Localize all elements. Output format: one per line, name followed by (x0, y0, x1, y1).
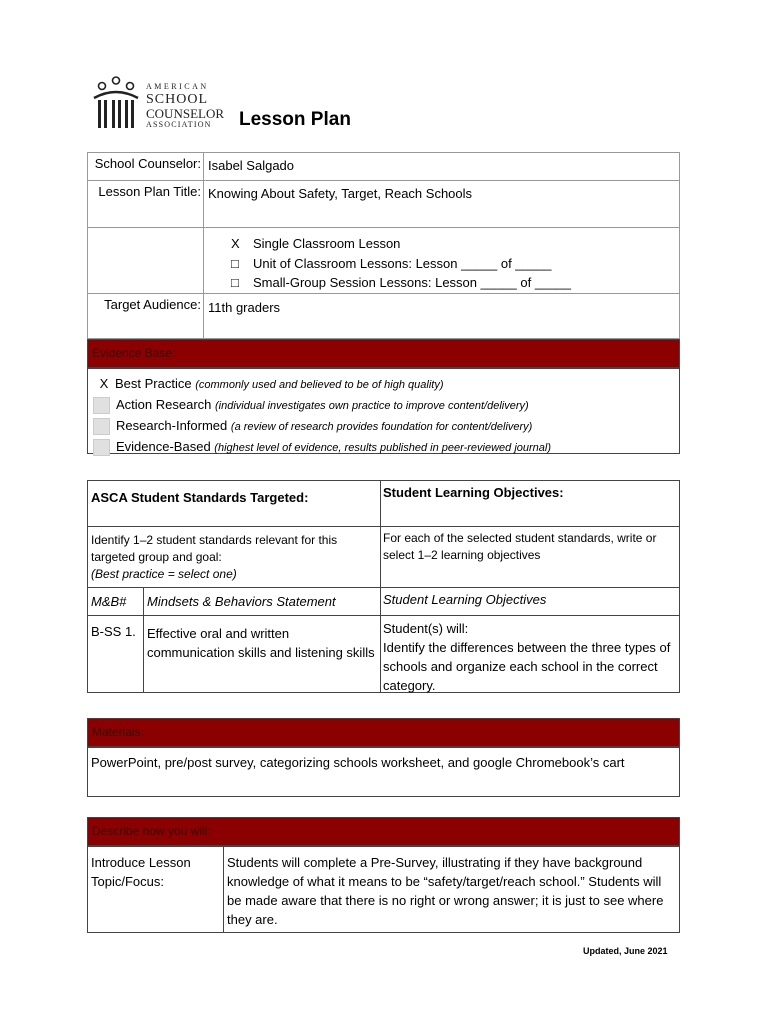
standards-right-header: Student Learning Objectives: (380, 480, 680, 527)
evidence-list (87, 368, 680, 454)
updated-note: Updated, June 2021 (583, 946, 668, 956)
evidence-checkbox-research-informed[interactable] (93, 418, 110, 435)
standards-left-instructions: Identify 1–2 student standards relevant for this targeted group and goal: (Best practice = select one) (87, 526, 381, 588)
lesson-option-small-group: □ Small-Group Session Lessons: Lesson _____ of _____ (231, 275, 571, 290)
lesson-type-options (203, 227, 680, 294)
standard-code: B-SS 1. (87, 615, 144, 693)
lesson-title-value: Knowing About Safety, Target, Reach Schools (203, 180, 680, 228)
introduce-topic-text: Students will complete a Pre-Survey, illustrating if they have background knowledge of what it means to be “safety/target/reach school.” Students will be made aware that there is no right or wrong answer; it is just to see where they are. (223, 846, 680, 933)
evidence-checkbox-action-research[interactable] (93, 397, 110, 414)
introduce-topic-label: Introduce Lesson Topic/Focus: (87, 846, 224, 933)
describe-header: Describe how you will: (87, 817, 680, 846)
evidence-item-best-practice: X Best Practice (commonly used and believed to be of high quality) (99, 376, 444, 391)
materials-header: Materials: (87, 718, 680, 747)
counselor-value: Isabel Salgado (203, 152, 680, 181)
logo-line-association: ASSOCIATION (146, 120, 212, 129)
lesson-option-unit: □ Unit of Classroom Lessons: Lesson _____ of _____ (231, 255, 552, 271)
lesson-title-label: Lesson Plan Title: (87, 180, 204, 228)
evidence-item-action-research: Action Research (individual investigates own practice to improve content/delivery) (93, 395, 679, 416)
logo-line-american: AMERICAN (146, 82, 209, 91)
standards-right-instructions: For each of the selected student standards, write or select 1–2 learning objectives (380, 526, 680, 588)
lesson-option-single: X Single Classroom Lesson (231, 236, 401, 251)
standards-left-header: ASCA Student Standards Targeted: (87, 480, 381, 527)
materials-text: PowerPoint, pre/post survey, categorizing schools worksheet, and google Chromebook’s cart (87, 747, 680, 797)
evidence-item-research-informed: Research-Informed (a review of research provides foundation for content/delivery) (93, 416, 679, 437)
col-head-statement: Mindsets & Behaviors Statement (143, 587, 381, 616)
standard-statement: Effective oral and written communication skills and listening skills (143, 615, 381, 693)
counselor-label: School Counselor: (87, 152, 204, 181)
asca-logo-icon (92, 76, 140, 130)
evidence-header: Evidence Base: (87, 339, 680, 368)
col-head-objectives: Student Learning Objectives (380, 587, 680, 616)
evidence-item-evidence-based: Evidence-Based (highest level of evidence, results published in peer-reviewed journal) (93, 437, 679, 458)
standard-objective: Student(s) will: Identify the differences between the three types of schools and organize each school in the correct category. (380, 615, 680, 693)
lesson-type-label-cell (87, 227, 204, 294)
logo-line-counselor: COUNSELOR (146, 106, 225, 121)
standards-table (87, 480, 680, 693)
describe-table (87, 846, 680, 933)
asca-logo (92, 76, 232, 132)
col-head-mb: M&B# (87, 587, 144, 616)
evidence-checkbox-evidence-based[interactable] (93, 439, 110, 456)
page-title: Lesson Plan (239, 109, 351, 130)
info-table (87, 152, 680, 339)
logo-line-school: SCHOOL (146, 92, 209, 107)
audience-label: Target Audience: (87, 293, 204, 339)
audience-value: 11th graders (203, 293, 680, 339)
